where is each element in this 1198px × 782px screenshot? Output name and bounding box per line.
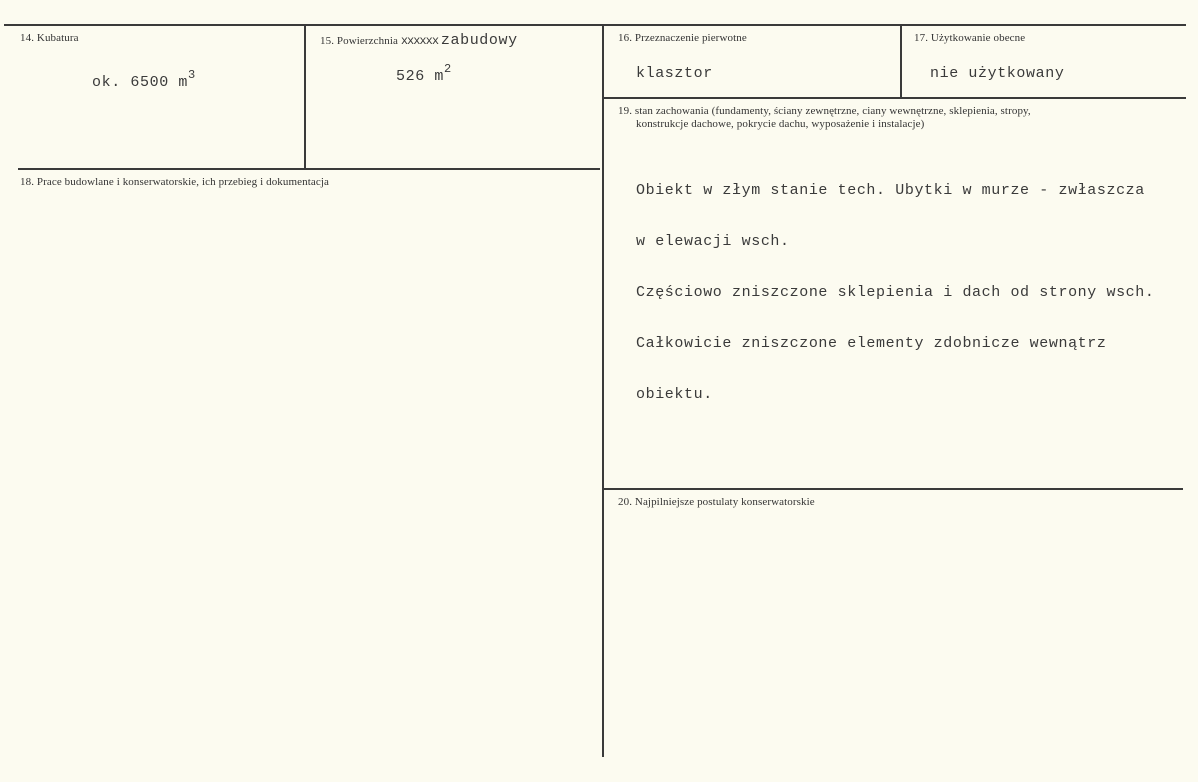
field-15-label-text: 15. Powierzchnia <box>320 35 398 47</box>
powierzchnia-unit-exponent: 2 <box>444 62 452 76</box>
field-17-value: nie użytkowany <box>930 65 1065 82</box>
divider-f14-f15 <box>304 24 306 169</box>
field-15-label <box>320 32 518 49</box>
condition-line-4: Całkowicie zniszczone elementy zdobnicze wewnątrz <box>636 335 1107 352</box>
field-15-value <box>396 62 452 85</box>
field-15-label-suffix: zabudowy <box>440 32 518 49</box>
kubatura-value: ok. 6500 m <box>92 74 189 91</box>
center-divider <box>602 24 604 757</box>
field-19-text <box>636 148 1154 437</box>
field-18-label: 18. Prace budowlane i konserwatorskie, ich przebieg i dokumentacja <box>20 176 329 188</box>
top-rule <box>4 24 1186 26</box>
field-17-label: 17. Użytkowanie obecne <box>914 32 1026 44</box>
powierzchnia-value: 526 m <box>396 68 445 85</box>
condition-line-1: Obiekt w złym stanie tech. Ubytki w murze - zwłaszcza <box>636 182 1145 199</box>
condition-line-2: w elewacji wsch. <box>636 233 790 250</box>
rule-above-f20 <box>603 488 1183 490</box>
field-16-label: 16. Przeznaczenie pierwotne <box>618 32 747 44</box>
rule-below-f16-f17 <box>603 97 1186 99</box>
condition-line-5: obiektu. <box>636 386 713 403</box>
divider-f16-f17 <box>900 24 902 98</box>
rule-below-f14-f15 <box>18 168 600 170</box>
condition-line-3: Częściowo zniszczone sklepienia i dach od strony wsch. <box>636 284 1155 301</box>
field-19-label-line-2: konstrukcje dachowe, pokrycie dachu, wyposażenie i instalacje) <box>636 118 925 130</box>
field-15-struck-text: xxxxxx <box>400 34 439 48</box>
field-14-label: 14. Kubatura <box>20 32 79 44</box>
field-16-value: klasztor <box>636 65 713 82</box>
field-20-label: 20. Najpilniejsze postulaty konserwatorskie <box>618 496 815 508</box>
field-14-value <box>92 68 196 91</box>
kubatura-unit-exponent: 3 <box>188 68 196 82</box>
field-19-label-line-1: 19. stan zachowania (fundamenty, ściany zewnętrzne, ciany wewnętrzne, sklepienia, stropy, <box>618 105 1031 117</box>
